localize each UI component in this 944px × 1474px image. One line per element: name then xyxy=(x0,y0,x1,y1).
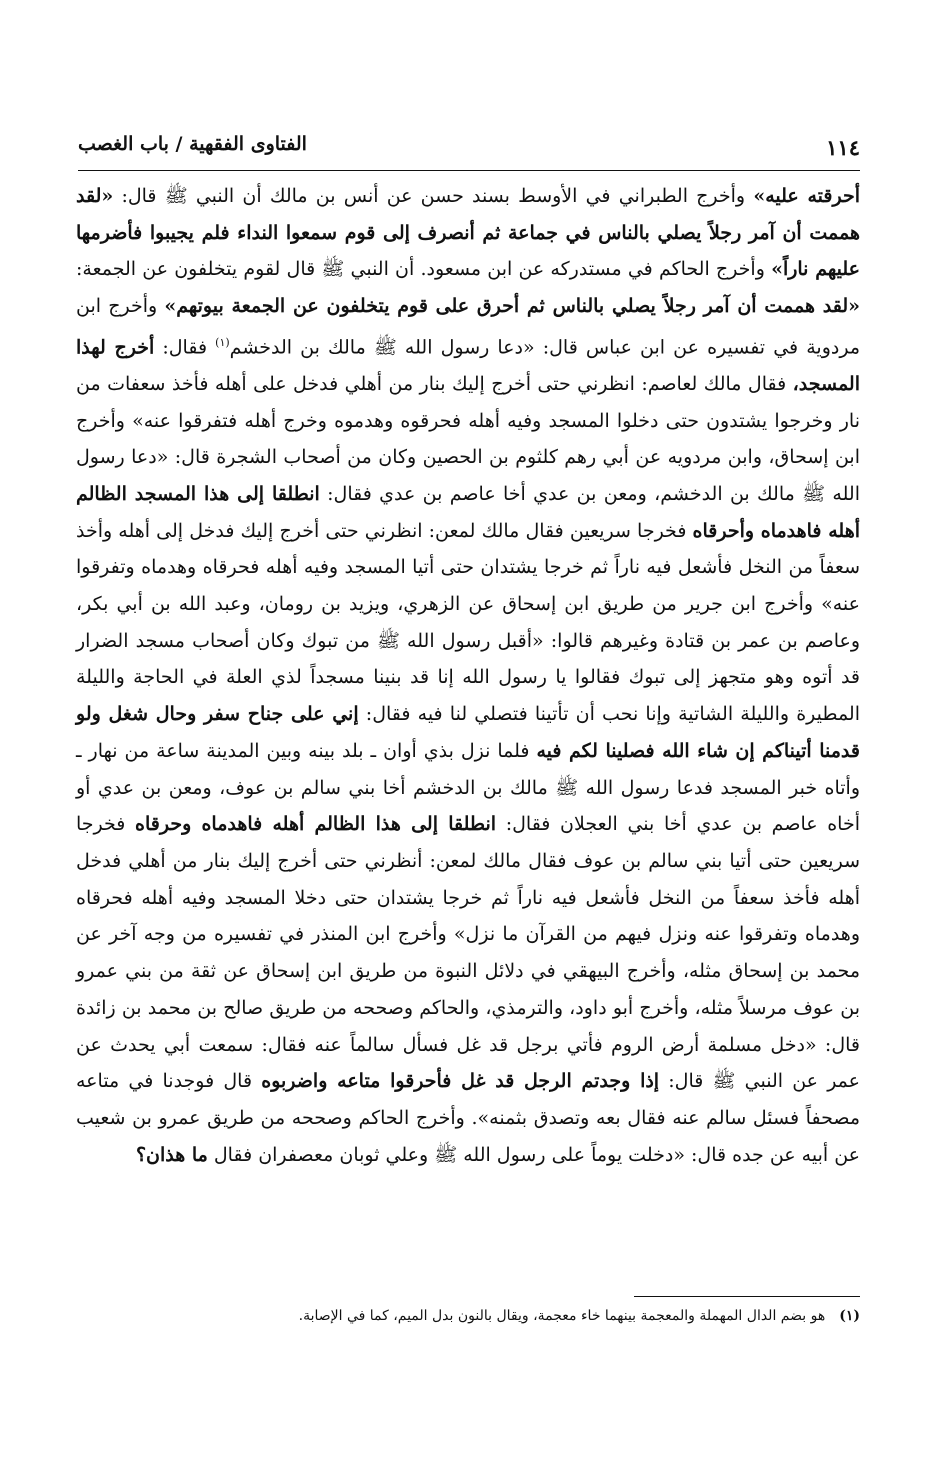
page-header xyxy=(78,131,860,167)
running-title: الفتاوى الفقهية / باب الغصب xyxy=(78,133,307,155)
hadith-quote: ما هذان؟ xyxy=(135,1143,208,1166)
footnote-reference: (١) xyxy=(215,335,230,349)
page-number: ١١٤ xyxy=(826,135,860,160)
footnote-rule xyxy=(634,1296,860,1297)
text-span: فخرجا سريعين فقال مالك لمعن: انظرني حتى أخرج إليك فدخل إلى أهله وأخذ سعفاً من النخل فأشعل فيه ناراً ثم خرجا يشتدان حتى أتيا المسجد وفيه أهله فحرقاه وهدماه وتفرقوا عنه» وأخرج ابن جرير من طريق ابن إسحاق عن الزهري، ويزيد بن رومان، وعبد الله بن أبي بكر، وعاصم بن عمر بن قتادة وغيرهم قالوا: «أقبل رسول الله ﷺ من تبوك وكان أصحاب مسجد الضرار قد أتوه وهو متجهز إلى تبوك فقالوا يا رسول الله إنا قد بنينا مسجداً لذي العلة في الحاجة والليلة المطيرة والليلة الشاتية وإنا نحب أن تأتينا فتصلي لنا فيه فقال: xyxy=(76,519,860,726)
text-span: وأخرج الحاكم في مستدركه عن ابن مسعود. أن النبي ﷺ قال لقوم يتخلفون عن الجمعة: xyxy=(76,258,772,281)
hadith-quote: إذا وجدتم الرجل قد غل فأحرقوا متاعه واضربوه xyxy=(261,1070,660,1093)
text-span: أحرقته عليه» xyxy=(753,185,861,207)
text-span: فقال: xyxy=(154,336,216,359)
text-span: قال فوجدنا في متاعه مصحفاً فسئل سالم عنه فقال بعه وتصدق بثمنه». وأخرج الحاكم وصححه من طريق عمرو بن شعيب عن أبيه عن جده قال: «دخلت يوماً على رسول الله ﷺ وعلي ثوبان معصفران فقال xyxy=(76,1070,860,1166)
hadith-quote: انطلقا إلى هذا المسجد الظالم أهله فاهدماه وأحرقاه xyxy=(76,482,860,542)
footnote xyxy=(76,1305,860,1327)
text-span: فخرجا سريعين حتى أتيا بني سالم بن عوف فقال مالك لمعن: أنظرني حتى أخرج إليك بنار من أهلي فدخل أهله فأخذ سعفاً من النخل فأشعل فيه ناراً ثم خرجا يشتدان حتى دخلا المسجد وفيه أهله فحرقاه وهدماه وتفرقوا عنه ونزل فيهم من القرآن ما نزل» وأخرج ابن المنذر في تفسيره من وجه آخر عن محمد بن إسحاق مثله، وأخرج البيهقي في دلائل النبوة من طريق ابن إسحاق عن ثقة من بني عمرو بن عوف مرسلاً مثله، وأخرج أبو داود، والترمذي، والحاكم وصححه من طريق صالح بن محمد بن زائدة قال: «دخل مسلمة أرض الروم فأتي برجل قد غل فسأل سالماً عنه فقال: سمعت أبي يحدث عن عمر عن النبي ﷺ قال: xyxy=(76,813,861,1093)
hadith-quote: إني على جناح سفر وحال شغل ولو قدمنا أتيناكم إن شاء الله فصلينا لكم فيه xyxy=(76,703,860,762)
text-span: فقال مالك لعاصم: انظرني حتى أخرج إليك بنار من أهلي فدخل على أهله فأخذ سعفات من نار وخرجوا يشتدون حتى دخلوا المسجد وفيه أهله فحرقوه وهدموه وخرج أهله فتفرقوا عنه» وأخرج ابن إسحاق، وابن مردويه عن أبي رهم كلثوم بن الحصين وكان من أصحاب الشجرة قال: «دعا رسول الله ﷺ مالك بن الدخشم، ومعن بن عدي أخا عاصم بن عدي فقال: xyxy=(76,372,860,505)
text-span: فلما نزل بذي أوان ـ بلد بينه وبين المدينة ساعة من نهار ـ وأتاه خبر المسجد فدعا رسول الله ﷺ مالك بن الدخشم أخا بني سالم بن عوف، ومعن بن عدي أو أخاه عاصم بن عدي أخا بني العجلان فقال: xyxy=(76,739,860,836)
hadith-quote: «لقد هممت أن آمر رجلاً يصلي بالناس في جماعة ثم أنصرف إلى قوم سمعوا النداء فلم يجيبوا فأضرمها عليهم ناراً» xyxy=(76,185,860,281)
hadith-quote: أخرج لهذا المسجد، xyxy=(76,336,860,395)
footnote-text: هو بضم الدال المهملة والمعجمة بينهما خاء معجمة، ويقال بالنون بدل الميم، كما في الإصابة. xyxy=(298,1308,826,1324)
main-text xyxy=(76,178,860,1173)
text-span: وأخرج ابن مردوية في تفسيره عن ابن عباس قال: «دعا رسول الله ﷺ مالك بن الدخشم xyxy=(76,295,860,359)
text-span: وأخرج الطبراني في الأوسط بسند حسن عن أنس بن مالك أن النبي ﷺ قال: xyxy=(113,185,754,207)
header-rule xyxy=(78,170,860,171)
hadith-quote: «لقد هممت أن آمر رجلاً يصلي بالناس ثم أحرق على قوم يتخلفون عن الجمعة بيوتهم» xyxy=(164,295,860,318)
footnote-number: (١) xyxy=(839,1308,860,1324)
hadith-quote: انطلقا إلى هذا الظالم أهله فاهدماه وحرقاه xyxy=(135,813,497,836)
